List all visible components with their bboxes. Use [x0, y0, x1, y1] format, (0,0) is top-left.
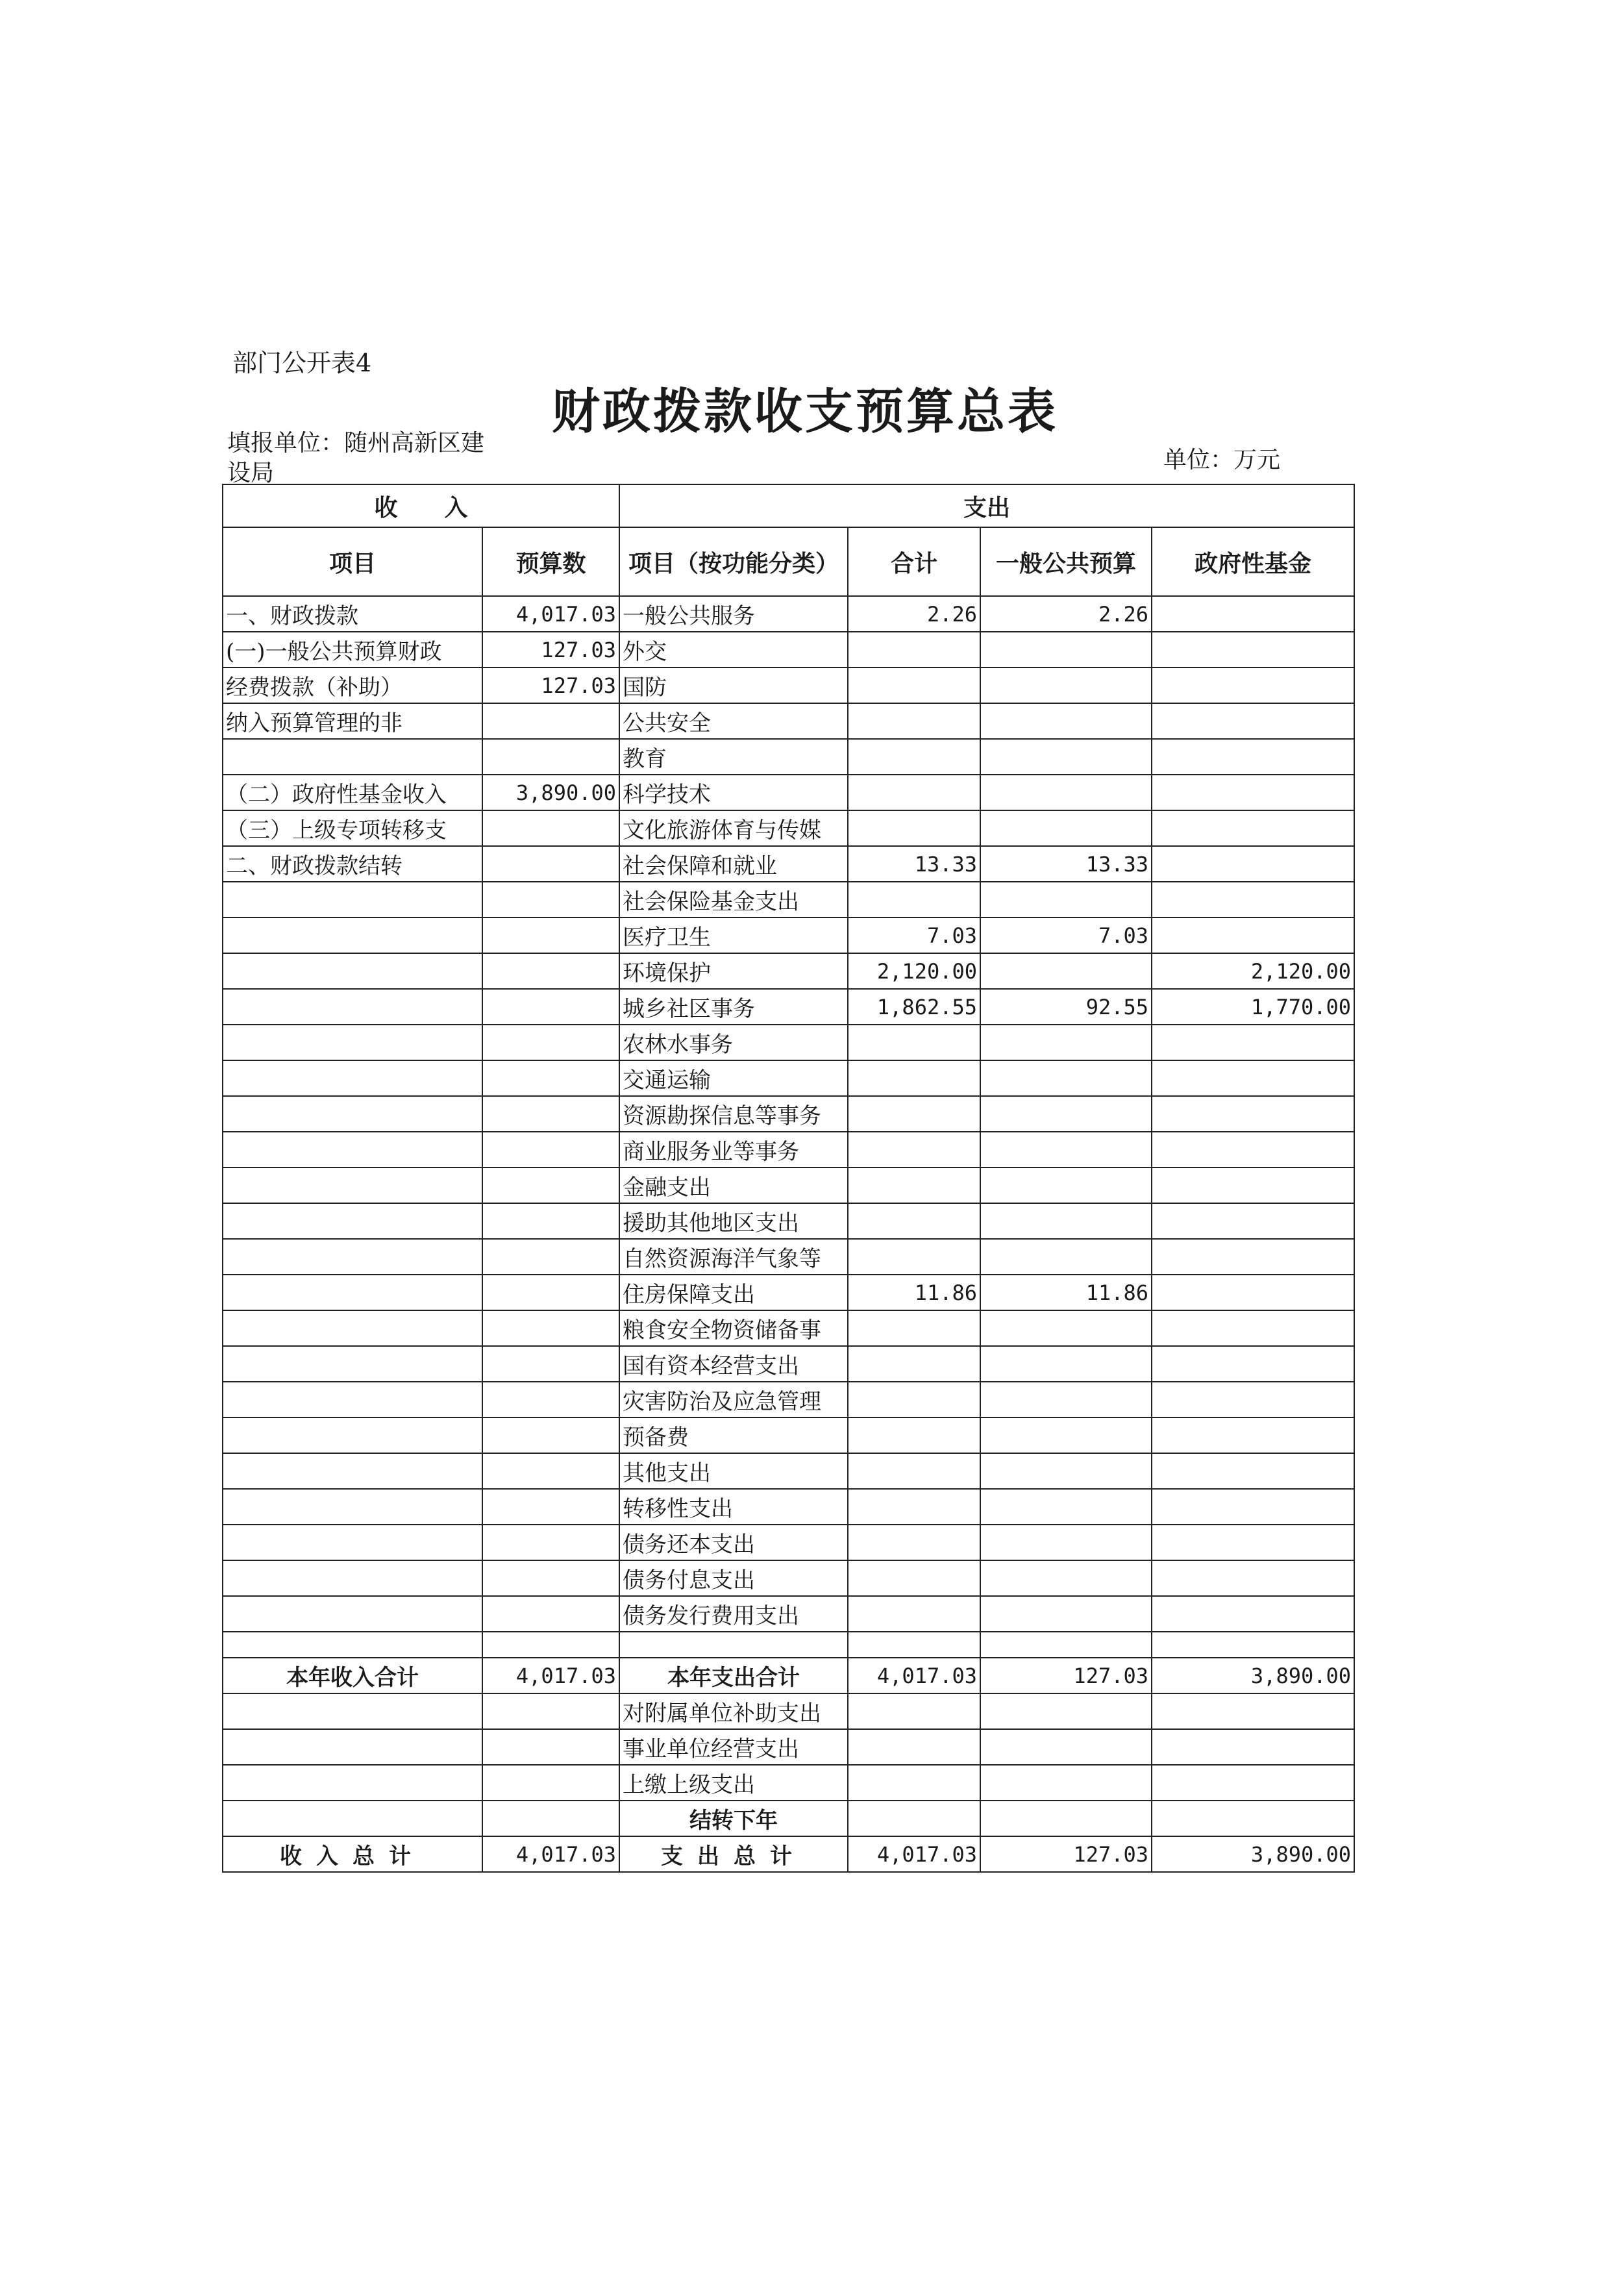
expense-general-cell	[980, 632, 1152, 668]
expense-item-cell: 农林水事务	[619, 1025, 848, 1060]
year-income-total-value: 4,017.03	[482, 1658, 619, 1693]
expense-fund-cell	[1152, 1417, 1354, 1453]
expense-fund-cell	[1152, 1525, 1354, 1560]
expense-item-cell: 交通运输	[619, 1060, 848, 1096]
expense-general-cell: 7.03	[980, 917, 1152, 953]
empty-cell	[980, 1693, 1152, 1729]
expense-fund-cell	[1152, 1060, 1354, 1096]
table-row	[223, 882, 1354, 917]
expense-item-cell: 资源勘探信息等事务	[619, 1096, 848, 1132]
expense-total-cell	[848, 1096, 980, 1132]
table-row	[223, 1096, 1354, 1132]
expense-item-cell: 医疗卫生	[619, 917, 848, 953]
income-budget-cell	[482, 1310, 619, 1346]
expense-general-cell	[980, 1239, 1152, 1275]
table-row	[223, 1453, 1354, 1489]
income-budget-cell	[482, 917, 619, 953]
expense-fund-cell	[1152, 1489, 1354, 1525]
income-item-cell	[223, 1310, 482, 1346]
empty-cell	[1152, 1729, 1354, 1765]
expense-item-cell: 粮食安全物资储备事	[619, 1310, 848, 1346]
expense-total-cell	[848, 1596, 980, 1632]
expense-general-cell	[980, 739, 1152, 775]
col-header-total: 合计	[848, 527, 980, 596]
expense-total-cell	[848, 775, 980, 810]
empty-cell	[1152, 1693, 1354, 1729]
table-row	[223, 1060, 1354, 1096]
expense-item-cell: 商业服务业等事务	[619, 1132, 848, 1167]
expense-general-cell	[980, 1025, 1152, 1060]
expense-total-cell: 13.33	[848, 846, 980, 882]
expense-total-cell	[848, 1203, 980, 1239]
table-row	[223, 1346, 1354, 1382]
empty-cell	[482, 1693, 619, 1729]
expense-fund-cell	[1152, 1453, 1354, 1489]
expense-item-cell: 文化旅游体育与传媒	[619, 810, 848, 846]
empty-cell	[1152, 1765, 1354, 1801]
expense-fund-cell	[1152, 1096, 1354, 1132]
expense-item-cell: 上缴上级支出	[619, 1765, 848, 1801]
expense-total-cell	[848, 1060, 980, 1096]
expense-item-cell: 住房保障支出	[619, 1275, 848, 1310]
expense-item-cell: 环境保护	[619, 953, 848, 989]
table-row	[223, 917, 1354, 953]
expense-item-cell: 转移性支出	[619, 1489, 848, 1525]
table-row	[223, 1489, 1354, 1525]
expense-general-cell: 92.55	[980, 989, 1152, 1025]
expense-total-cell	[848, 668, 980, 703]
income-item-cell	[223, 1167, 482, 1203]
income-budget-cell	[482, 1203, 619, 1239]
expense-total-cell	[848, 1346, 980, 1382]
empty-cell	[223, 1632, 482, 1658]
expense-item-cell: 自然资源海洋气象等	[619, 1239, 848, 1275]
expense-general-cell	[980, 1596, 1152, 1632]
expense-fund-cell	[1152, 775, 1354, 810]
expense-item-cell: 科学技术	[619, 775, 848, 810]
income-budget-cell	[482, 1346, 619, 1382]
expense-item-cell: 灾害防治及应急管理	[619, 1382, 848, 1417]
table-row	[223, 668, 1354, 703]
income-item-cell: 二、财政拨款结转	[223, 846, 482, 882]
expense-fund-cell: 1,770.00	[1152, 989, 1354, 1025]
expense-item-cell: 结转下年	[619, 1801, 848, 1836]
empty-cell	[980, 1632, 1152, 1658]
income-budget-cell	[482, 846, 619, 882]
income-budget-cell	[482, 1239, 619, 1275]
income-budget-cell	[482, 739, 619, 775]
expense-item-cell: 债务付息支出	[619, 1560, 848, 1596]
year-fund-total-value: 3,890.00	[1152, 1658, 1354, 1693]
expense-total-cell	[848, 739, 980, 775]
table-row	[223, 1132, 1354, 1167]
income-item-cell	[223, 739, 482, 775]
expense-item-cell: 公共安全	[619, 703, 848, 739]
expense-header: 支出	[619, 484, 1354, 527]
income-item-cell: 纳入预算管理的非	[223, 703, 482, 739]
col-header-item: 项目	[223, 527, 482, 596]
expense-total-cell: 2.26	[848, 596, 980, 632]
expense-item-cell: 国有资本经营支出	[619, 1346, 848, 1382]
expense-item-cell: 事业单位经营支出	[619, 1729, 848, 1765]
table-row	[223, 1167, 1354, 1203]
expense-fund-cell	[1152, 882, 1354, 917]
income-item-cell	[223, 1025, 482, 1060]
expense-fund-cell	[1152, 1025, 1354, 1060]
table-row	[223, 1203, 1354, 1239]
budget-table	[222, 484, 1355, 1873]
empty-cell	[980, 1801, 1152, 1836]
expense-general-cell	[980, 1096, 1152, 1132]
expense-fund-cell	[1152, 632, 1354, 668]
table-row	[223, 1382, 1354, 1417]
currency-unit-label: 单位：万元	[1163, 447, 1281, 473]
grand-total-row	[223, 1836, 1354, 1872]
year-expense-total-label: 本年支出合计	[619, 1658, 848, 1693]
expense-fund-cell	[1152, 703, 1354, 739]
expense-total-cell	[848, 703, 980, 739]
table-row	[223, 596, 1354, 632]
empty-cell	[482, 1765, 619, 1801]
income-item-cell: (一)一般公共预算财政	[223, 632, 482, 668]
expense-item-cell: 预备费	[619, 1417, 848, 1453]
expense-total-cell	[848, 1560, 980, 1596]
expense-item-cell: 债务发行费用支出	[619, 1596, 848, 1632]
expense-general-cell	[980, 1060, 1152, 1096]
empty-cell	[848, 1632, 980, 1658]
income-item-cell	[223, 1239, 482, 1275]
expense-item-cell: 社会保险基金支出	[619, 882, 848, 917]
expense-total-cell	[848, 1489, 980, 1525]
income-item-cell	[223, 1382, 482, 1417]
income-item-cell	[223, 1417, 482, 1453]
year-total-row	[223, 1658, 1354, 1693]
expense-item-cell: 教育	[619, 739, 848, 775]
expense-fund-cell	[1152, 1596, 1354, 1632]
income-budget-cell	[482, 1275, 619, 1310]
expense-general-cell	[980, 1560, 1152, 1596]
income-item-cell	[223, 1489, 482, 1525]
empty-cell	[980, 1729, 1152, 1765]
expense-fund-cell	[1152, 1239, 1354, 1275]
expense-general-cell	[980, 882, 1152, 917]
income-item-cell: 一、财政拨款	[223, 596, 482, 632]
empty-cell	[619, 1632, 848, 1658]
expense-general-cell	[980, 1310, 1152, 1346]
income-budget-cell: 4,017.03	[482, 596, 619, 632]
income-item-cell: （二）政府性基金收入	[223, 775, 482, 810]
table-row	[223, 1025, 1354, 1060]
col-header-budget: 预算数	[482, 527, 619, 596]
table-row	[223, 703, 1354, 739]
expense-general-cell: 13.33	[980, 846, 1152, 882]
income-budget-cell	[482, 1132, 619, 1167]
expense-total-cell	[848, 1525, 980, 1560]
document-label: 部门公开表4	[232, 349, 372, 377]
table-row	[223, 1693, 1354, 1729]
expense-fund-cell	[1152, 1382, 1354, 1417]
expense-fund-cell	[1152, 596, 1354, 632]
expense-general-cell	[980, 1417, 1152, 1453]
grand-expense-total-value: 4,017.03	[848, 1836, 980, 1872]
empty-cell	[223, 1693, 482, 1729]
expense-general-cell	[980, 1382, 1152, 1417]
table-row	[223, 846, 1354, 882]
expense-fund-cell	[1152, 1346, 1354, 1382]
empty-cell	[848, 1693, 980, 1729]
income-item-cell: 经费拨款（补助）	[223, 668, 482, 703]
expense-total-cell	[848, 1025, 980, 1060]
empty-cell	[482, 1801, 619, 1836]
expense-fund-cell	[1152, 810, 1354, 846]
col-header-func-item: 项目（按功能分类）	[619, 527, 848, 596]
table-row	[223, 1417, 1354, 1453]
empty-cell	[482, 1729, 619, 1765]
income-item-cell	[223, 1596, 482, 1632]
expense-item-cell: 外交	[619, 632, 848, 668]
expense-general-cell: 11.86	[980, 1275, 1152, 1310]
expense-total-cell	[848, 632, 980, 668]
expense-fund-cell	[1152, 1310, 1354, 1346]
grand-general-total-value: 127.03	[980, 1836, 1152, 1872]
income-budget-cell	[482, 1560, 619, 1596]
empty-cell	[223, 1729, 482, 1765]
income-budget-cell	[482, 1525, 619, 1560]
table-row	[223, 632, 1354, 668]
income-item-cell	[223, 1346, 482, 1382]
expense-total-cell	[848, 810, 980, 846]
empty-cell	[848, 1801, 980, 1836]
table-row	[223, 953, 1354, 989]
empty-cell	[1152, 1632, 1354, 1658]
expense-fund-cell	[1152, 1132, 1354, 1167]
expense-total-cell	[848, 1417, 980, 1453]
year-income-total-label: 本年收入合计	[223, 1658, 482, 1693]
income-budget-cell	[482, 953, 619, 989]
spacer-row	[223, 1632, 1354, 1658]
table-row	[223, 1275, 1354, 1310]
filler-unit-label: 填报单位：随州高新区建设局	[227, 430, 485, 486]
income-item-cell	[223, 1525, 482, 1560]
income-item-cell	[223, 953, 482, 989]
expense-item-cell: 金融支出	[619, 1167, 848, 1203]
expense-total-cell: 7.03	[848, 917, 980, 953]
empty-cell	[980, 1765, 1152, 1801]
expense-total-cell	[848, 1132, 980, 1167]
table-row	[223, 1596, 1354, 1632]
expense-general-cell	[980, 1453, 1152, 1489]
expense-general-cell	[980, 775, 1152, 810]
header-row-columns	[223, 527, 1354, 596]
col-header-fund: 政府性基金	[1152, 527, 1354, 596]
expense-general-cell	[980, 1346, 1152, 1382]
expense-fund-cell	[1152, 668, 1354, 703]
table-row	[223, 1239, 1354, 1275]
table-row	[223, 1801, 1354, 1836]
header-row-group	[223, 484, 1354, 527]
income-budget-cell	[482, 1025, 619, 1060]
expense-item-cell: 援助其他地区支出	[619, 1203, 848, 1239]
expense-total-cell	[848, 1239, 980, 1275]
expense-general-cell	[980, 668, 1152, 703]
empty-cell	[223, 1801, 482, 1836]
expense-fund-cell	[1152, 739, 1354, 775]
income-item-cell	[223, 1096, 482, 1132]
expense-general-cell	[980, 1525, 1152, 1560]
expense-fund-cell	[1152, 1560, 1354, 1596]
income-budget-cell	[482, 1096, 619, 1132]
table-row	[223, 1765, 1354, 1801]
empty-cell	[848, 1729, 980, 1765]
income-budget-cell	[482, 1167, 619, 1203]
income-item-cell	[223, 1560, 482, 1596]
expense-general-cell	[980, 1203, 1152, 1239]
income-item-cell: （三）上级专项转移支	[223, 810, 482, 846]
expense-total-cell	[848, 882, 980, 917]
empty-cell	[1152, 1801, 1354, 1836]
expense-item-cell: 社会保障和就业	[619, 846, 848, 882]
col-header-general: 一般公共预算	[980, 527, 1152, 596]
page-title: 财政拨款收支预算总表	[552, 384, 1058, 440]
income-budget-cell: 127.03	[482, 668, 619, 703]
expense-general-cell	[980, 953, 1152, 989]
empty-cell	[848, 1765, 980, 1801]
income-item-cell	[223, 1203, 482, 1239]
table-row	[223, 1729, 1354, 1765]
income-budget-cell	[482, 1453, 619, 1489]
expense-item-cell: 国防	[619, 668, 848, 703]
grand-expense-total-label: 支出总计	[619, 1836, 848, 1872]
expense-fund-cell	[1152, 846, 1354, 882]
table-row	[223, 1525, 1354, 1560]
expense-item-cell: 对附属单位补助支出	[619, 1693, 848, 1729]
expense-item-cell: 其他支出	[619, 1453, 848, 1489]
income-item-cell	[223, 1275, 482, 1310]
expense-total-cell: 1,862.55	[848, 989, 980, 1025]
expense-general-cell	[980, 1489, 1152, 1525]
expense-total-cell	[848, 1310, 980, 1346]
expense-total-cell	[848, 1167, 980, 1203]
expense-total-cell	[848, 1382, 980, 1417]
empty-cell	[482, 1632, 619, 1658]
table-row	[223, 810, 1354, 846]
income-item-cell	[223, 989, 482, 1025]
grand-fund-total-value: 3,890.00	[1152, 1836, 1354, 1872]
expense-general-cell	[980, 810, 1152, 846]
table-row	[223, 989, 1354, 1025]
expense-general-cell	[980, 1167, 1152, 1203]
income-budget-cell	[482, 1596, 619, 1632]
income-item-cell	[223, 1453, 482, 1489]
income-budget-cell	[482, 1060, 619, 1096]
expense-total-cell	[848, 1453, 980, 1489]
income-budget-cell	[482, 989, 619, 1025]
income-budget-cell	[482, 703, 619, 739]
income-item-cell	[223, 1060, 482, 1096]
expense-general-cell: 2.26	[980, 596, 1152, 632]
expense-fund-cell	[1152, 1167, 1354, 1203]
expense-fund-cell	[1152, 1203, 1354, 1239]
table-row	[223, 739, 1354, 775]
income-budget-cell	[482, 1417, 619, 1453]
expense-fund-cell	[1152, 1275, 1354, 1310]
income-budget-cell	[482, 1489, 619, 1525]
expense-item-cell: 债务还本支出	[619, 1525, 848, 1560]
table-row	[223, 1560, 1354, 1596]
empty-cell	[223, 1765, 482, 1801]
year-expense-total-value: 4,017.03	[848, 1658, 980, 1693]
expense-fund-cell	[1152, 917, 1354, 953]
expense-item-cell: 一般公共服务	[619, 596, 848, 632]
table-row	[223, 775, 1354, 810]
budget-table-body	[223, 484, 1354, 1872]
expense-general-cell	[980, 703, 1152, 739]
expense-total-cell: 11.86	[848, 1275, 980, 1310]
income-budget-cell	[482, 810, 619, 846]
grand-income-total-label: 收入总计	[223, 1836, 482, 1872]
income-header: 收 入	[223, 484, 619, 527]
income-budget-cell: 127.03	[482, 632, 619, 668]
income-item-cell	[223, 882, 482, 917]
income-item-cell	[223, 917, 482, 953]
income-budget-cell	[482, 1382, 619, 1417]
income-budget-cell: 3,890.00	[482, 775, 619, 810]
income-item-cell	[223, 1132, 482, 1167]
grand-income-total-value: 4,017.03	[482, 1836, 619, 1872]
table-row	[223, 1310, 1354, 1346]
expense-item-cell: 城乡社区事务	[619, 989, 848, 1025]
expense-total-cell: 2,120.00	[848, 953, 980, 989]
income-budget-cell	[482, 882, 619, 917]
expense-general-cell	[980, 1132, 1152, 1167]
year-general-total-value: 127.03	[980, 1658, 1152, 1693]
expense-fund-cell: 2,120.00	[1152, 953, 1354, 989]
